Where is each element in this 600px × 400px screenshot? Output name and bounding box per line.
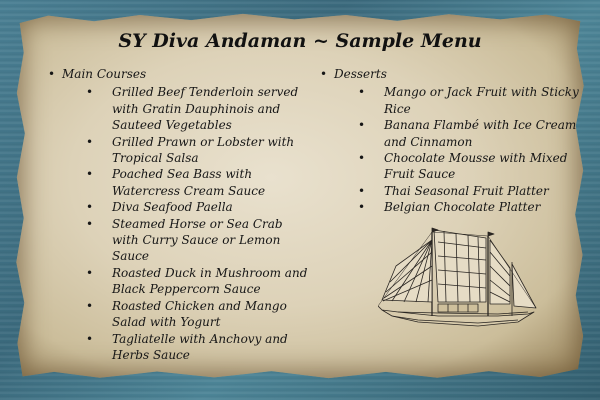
menu-item: • Roasted Duck in Mushroom and Black Peppercorn Sauce bbox=[86, 265, 310, 298]
menu-item: • Grilled Beef Tenderloin served with Gratin Dauphinois and Sauteed Vegetables bbox=[86, 84, 310, 133]
menu-item: • Poached Sea Bass with Watercress Cream Sauce bbox=[86, 166, 310, 199]
menu-item: • Roasted Chicken and Mango Salad with Yogurt bbox=[86, 298, 310, 331]
menu-item: • Chocolate Mousse with Mixed Fruit Sauce bbox=[358, 150, 592, 183]
main-courses-heading: • Main Courses bbox=[48, 66, 310, 82]
main-courses-list bbox=[48, 84, 310, 363]
menu-title: SY Diva Andaman ~ Sample Menu bbox=[118, 30, 482, 52]
menu-item: • Mango or Jack Fruit with Sticky Rice bbox=[358, 84, 592, 117]
desserts-section bbox=[320, 66, 592, 216]
menu-item: • Grilled Prawn or Lobster with Tropical Salsa bbox=[86, 134, 310, 167]
menu-item: • Belgian Chocolate Platter bbox=[358, 199, 592, 215]
menu-item: • Steamed Horse or Sea Crab with Curry Sauce or Lemon Sauce bbox=[86, 216, 310, 265]
sailing-ship-icon bbox=[378, 222, 540, 340]
main-courses-section bbox=[48, 66, 310, 363]
menu-item: • Thai Seasonal Fruit Platter bbox=[358, 183, 592, 199]
menu-item: • Banana Flambé with Ice Cream and Cinnamon bbox=[358, 117, 592, 150]
menu-item: • Diva Seafood Paella bbox=[86, 199, 310, 215]
desserts-heading: • Desserts bbox=[320, 66, 592, 82]
menu-item: • Tagliatelle with Anchovy and Herbs Sauce bbox=[86, 331, 310, 364]
desserts-list bbox=[320, 84, 592, 215]
